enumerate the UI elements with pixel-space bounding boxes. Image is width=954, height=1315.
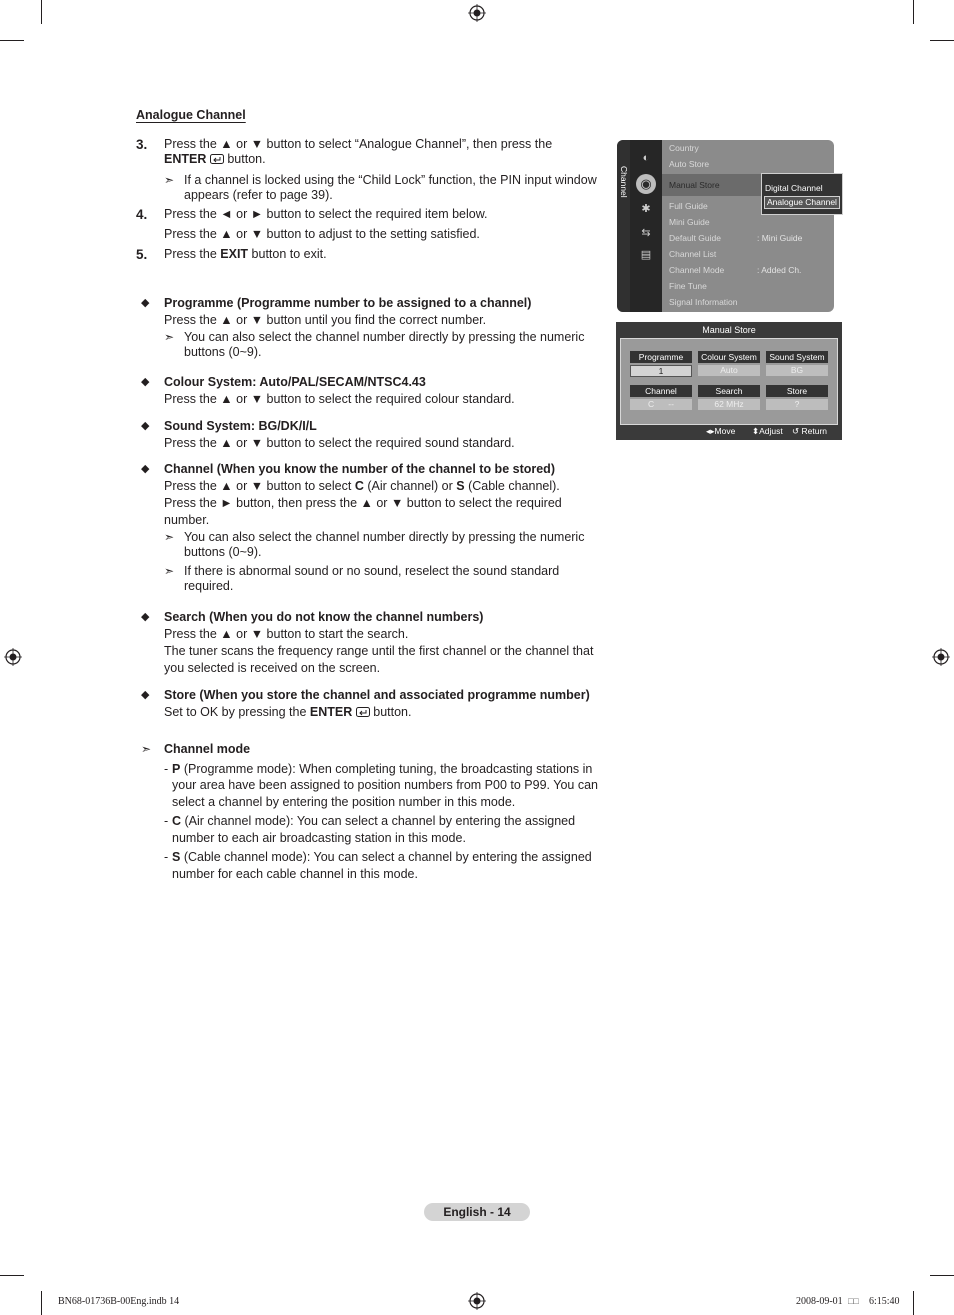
enter-key-label: ENTER — [164, 152, 207, 166]
note-arrow-icon: ➣ — [164, 564, 175, 578]
menu-icon-column — [630, 140, 662, 312]
label-programme: Programme — [630, 351, 692, 363]
menu-side-label: Channel — [619, 166, 629, 198]
enter-icon — [356, 707, 370, 717]
menu-item-auto-store[interactable]: Auto Store — [669, 159, 710, 169]
step-text: Press the — [164, 247, 221, 261]
item-text: Press the ► button, then press the ▲ or ▼ button to select the required number. — [164, 496, 562, 527]
step-text: button. — [227, 152, 266, 166]
item-heading: Channel (When you know the number of the channel to be stored) — [164, 462, 555, 476]
crop-mark — [41, 0, 42, 24]
note-arrow-icon: ➣ — [164, 173, 175, 187]
manual-store-submenu — [761, 173, 843, 215]
note-text: If a channel is locked using the “Child Lock” function, the PIN input window appears (refer to page 39). — [184, 173, 597, 202]
sound-system-field[interactable]: BG — [766, 365, 828, 376]
menu-item-channel-mode[interactable]: Channel Mode — [669, 265, 725, 275]
menu-item-channel-list[interactable]: Channel List — [669, 249, 717, 259]
submenu-analogue-channel[interactable]: Analogue Channel — [764, 196, 840, 209]
default-guide-value: : Mini Guide — [757, 233, 803, 243]
crop-mark — [913, 1291, 914, 1315]
channel-mode-entry: - C (Air channel mode): You can select a channel by entering the assigned number to each air broadcasting station in this mode. — [164, 814, 576, 845]
diamond-bullet-icon: ◆ — [141, 689, 150, 701]
channel-mode-entry: - S (Cable channel mode): You can select a channel by entering the assigned number for each cable channel in this mode. — [164, 850, 592, 881]
channel-mode-entry: - P (Programme mode): When completing tuning, the broadcasting stations in your area have been assigned to position numbers from P00 to P99. You can select a channel by entering the position number in this mode. — [164, 761, 598, 809]
item-note — [164, 330, 608, 360]
note-arrow-icon: ➣ — [141, 742, 152, 756]
step-text: Press the ◄ or ► button to select the required item below. — [164, 207, 488, 221]
item-text: The tuner scans the frequency range until the first channel or the channel that you selected is received on the screen. — [164, 644, 594, 675]
channel-menu-screenshot — [617, 140, 834, 312]
label-sound-system: Sound System — [766, 351, 828, 363]
note-text: If there is abnormal sound or no sound, reselect the sound standard required. — [184, 564, 560, 593]
label-channel: Channel — [630, 385, 692, 397]
note-text: You can also select the channel number directly by pressing the numeric buttons (0~9). — [184, 330, 585, 359]
item-heading: Colour System: Auto/PAL/SECAM/NTSC4.43 — [164, 375, 426, 389]
mode-letter: S — [172, 850, 181, 864]
diamond-bullet-icon: ◆ — [141, 297, 150, 309]
channel-field[interactable]: C -- — [630, 399, 692, 410]
menu-item-full-guide[interactable]: Full Guide — [669, 201, 708, 211]
footer-date: 2008-09-01 — [796, 1296, 843, 1307]
search-field[interactable]: 62 MHz — [698, 399, 760, 410]
registration-mark-icon — [4, 648, 22, 666]
manual-store-panel — [616, 322, 842, 440]
note-arrow-icon: ➣ — [164, 530, 175, 544]
submenu-digital-channel[interactable]: Digital Channel — [765, 183, 823, 193]
item-text: Set to OK by pressing the — [164, 705, 310, 719]
item-store — [138, 687, 608, 721]
menu-item-signal-information[interactable]: Signal Information — [669, 297, 738, 307]
mode-letter: P — [172, 761, 181, 776]
return-icon: ↺ — [792, 426, 802, 436]
note-text: You can also select the channel number directly by pressing the numeric buttons (0~9). — [184, 530, 585, 559]
step-4 — [136, 207, 606, 242]
step-text: button to exit. — [248, 247, 327, 261]
cable-letter: S — [456, 479, 465, 493]
step-number: 5. — [136, 247, 148, 262]
section-title: Analogue Channel — [136, 108, 246, 122]
registration-mark-icon — [468, 4, 486, 22]
input-icon[interactable]: ⇆ — [641, 227, 651, 239]
step-3-note — [164, 173, 604, 203]
registration-mark-icon — [468, 1292, 486, 1310]
item-text: button. — [369, 705, 412, 719]
mode-text: (Programme mode): When completing tuning, the broadcasting stations in your area have been assigned to position numbers from P00 to P99. You can select a channel by entering the position number in this mode. — [172, 761, 598, 809]
air-letter: C — [354, 479, 364, 493]
crop-mark — [930, 1275, 954, 1276]
item-heading: Sound System: BG/DK/I/L — [164, 419, 317, 433]
note-arrow-icon: ➣ — [164, 330, 175, 344]
nav-adjust: ⬍Adjust — [752, 426, 783, 436]
item-text: Press the ▲ or ▼ button to select the required sound standard. — [164, 436, 515, 450]
item-heading: Store (When you store the channel and associated programme number) — [164, 688, 590, 702]
colour-system-field[interactable]: Auto — [698, 365, 760, 376]
diamond-bullet-icon: ◆ — [141, 463, 150, 475]
label-search: Search — [698, 385, 760, 397]
crop-mark — [0, 1275, 24, 1276]
up-down-arrow-icon: ⬍ — [752, 426, 760, 436]
manual-store-grid — [620, 338, 838, 425]
footer-file-info: BN68-01736B-00Eng.indb 14 — [58, 1296, 180, 1307]
item-text: Press the ▲ or ▼ button to select — [164, 479, 355, 493]
step-number: 4. — [136, 207, 148, 222]
crop-mark — [913, 0, 914, 24]
item-note — [164, 530, 608, 560]
menu-item-mini-guide[interactable]: Mini Guide — [669, 217, 710, 227]
exit-key-label: EXIT — [220, 247, 249, 261]
nav-return: ↺ Return — [792, 426, 827, 436]
label-store: Store — [766, 385, 828, 397]
step-text: Press the ▲ or ▼ button to adjust to the setting satisfied. — [164, 227, 480, 241]
footer-unrendered-glyphs: □□ — [848, 1296, 859, 1306]
item-sound-system — [138, 418, 608, 452]
item-heading: Programme (Programme number to be assigned to a channel) — [164, 296, 532, 310]
channel-mode-value: : Added Ch. — [757, 265, 802, 275]
enter-icon — [210, 154, 224, 164]
mode-text: (Cable channel mode): You can select a channel by entering the assigned number for each cable channel in this mode. — [172, 850, 592, 881]
diamond-bullet-icon: ◆ — [141, 376, 150, 388]
programme-field[interactable]: 1 — [630, 365, 692, 377]
item-text: (Air channel) or — [363, 479, 457, 493]
registration-mark-icon — [932, 648, 950, 666]
footer-time: 6:15:40 — [869, 1296, 900, 1307]
item-text: (Cable channel). — [464, 479, 560, 493]
page-number: English - 14 — [424, 1203, 530, 1221]
item-text: Press the ▲ or ▼ button until you find the correct number. — [164, 313, 487, 327]
menu-item-manual-store[interactable]: Manual Store — [669, 180, 720, 190]
item-text: Press the ▲ or ▼ button to start the search. — [164, 627, 409, 641]
item-search — [138, 609, 608, 677]
item-programme — [138, 295, 608, 364]
setup-gear-icon[interactable]: ✱ — [641, 203, 651, 215]
item-note — [164, 564, 608, 594]
mode-text: (Air channel mode): You can select a channel by entering the assigned number to each air broadcasting station in this mode. — [172, 814, 576, 845]
channel-mode-heading: Channel mode — [164, 742, 251, 756]
menu-item-default-guide[interactable]: Default Guide — [669, 233, 721, 243]
item-text: Press the ▲ or ▼ button to select the required colour standard. — [164, 392, 515, 406]
channel-icon[interactable]: ◉ — [636, 174, 656, 194]
item-channel — [138, 461, 608, 598]
label-colour-system: Colour System — [698, 351, 760, 363]
menu-item-fine-tune[interactable]: Fine Tune — [669, 281, 707, 291]
crop-mark — [41, 1291, 42, 1315]
step-text: Press the ▲ or ▼ button to select “Analogue Channel”, then press the — [164, 137, 553, 151]
left-right-arrow-icon: ◂▸ — [706, 426, 715, 436]
menu-item-country[interactable]: Country — [669, 143, 699, 153]
crop-mark — [930, 40, 954, 41]
item-heading: Search (When you do not know the channel numbers) — [164, 610, 484, 624]
step-3 — [136, 137, 606, 167]
step-number: 3. — [136, 137, 148, 152]
crop-mark — [0, 40, 24, 41]
diamond-bullet-icon: ◆ — [141, 611, 150, 623]
enter-key-label: ENTER — [309, 705, 353, 719]
nav-move: ◂▸Move — [706, 426, 736, 436]
channel-mode-note — [138, 741, 608, 885]
manual-store-title: Manual Store — [702, 325, 756, 335]
step-5 — [136, 247, 606, 262]
mode-letter: C — [172, 814, 182, 828]
picture-icon: ◐ — [642, 152, 650, 164]
item-colour-system — [138, 374, 608, 408]
application-icon[interactable]: ▤ — [640, 249, 652, 261]
diamond-bullet-icon: ◆ — [141, 420, 150, 432]
store-field[interactable]: ? — [766, 399, 828, 410]
